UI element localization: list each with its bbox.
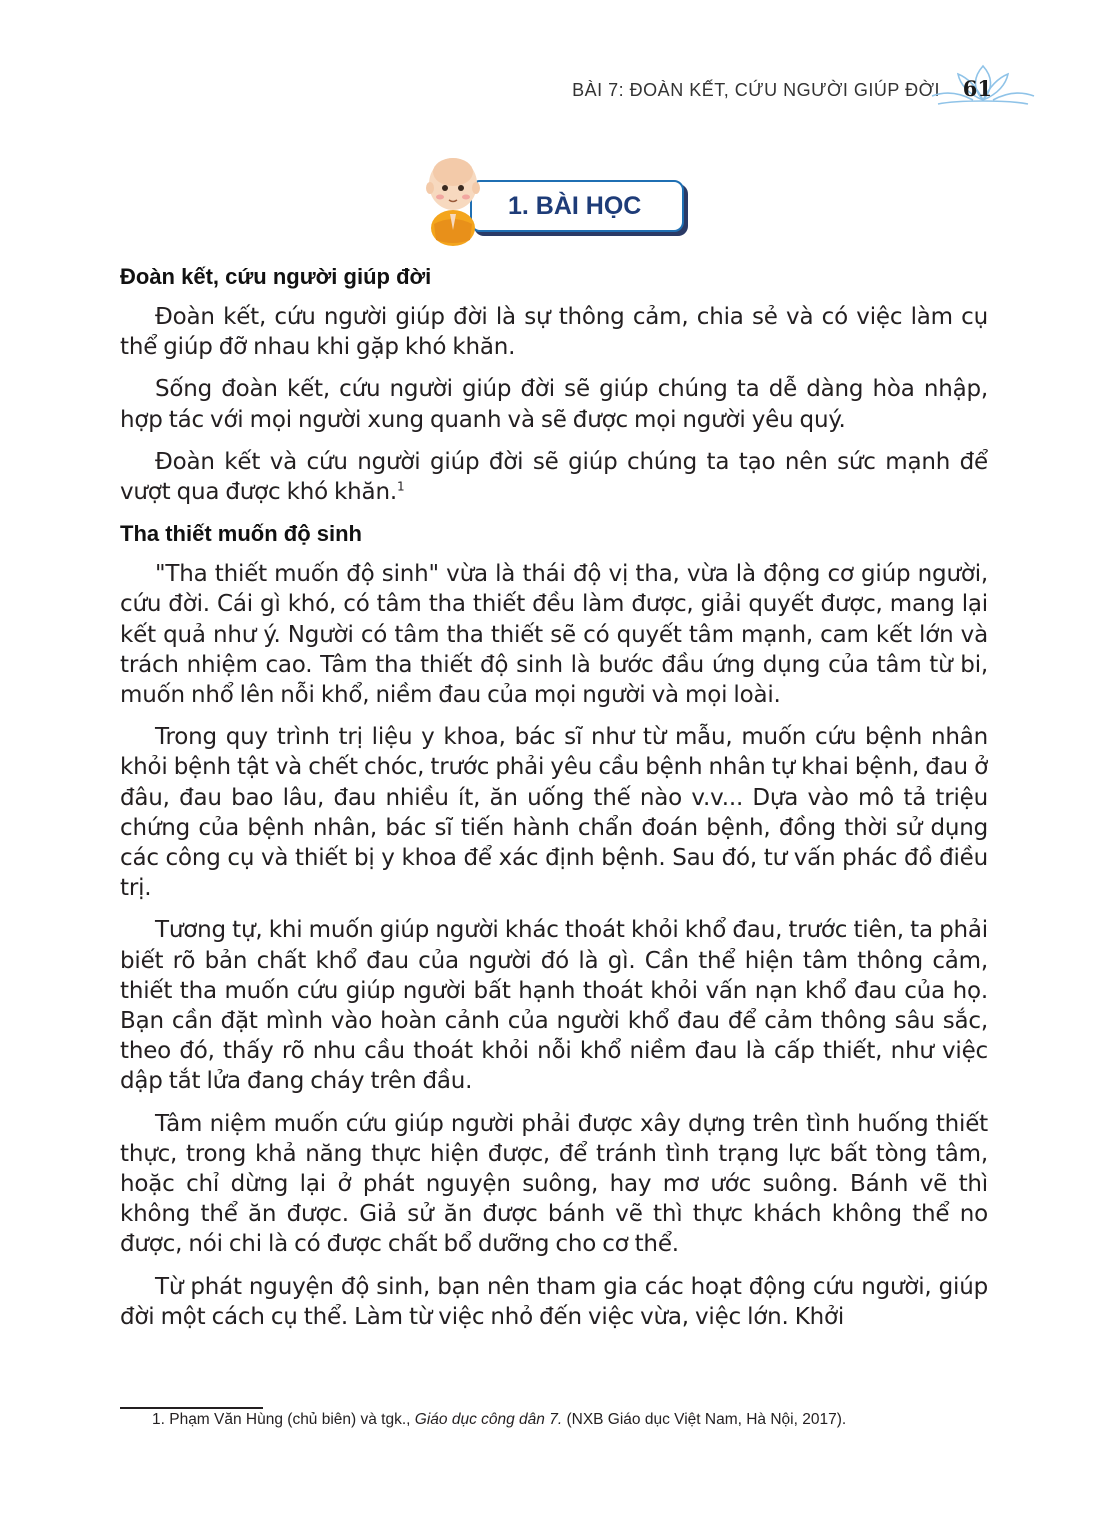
paragraph: Trong quy trình trị liệu y khoa, bác sĩ như từ mẫu, muốn cứu bệnh nhân khỏi bệnh tật và chết chóc, trước phải yêu cầu bệnh nhân tự khai bệnh, đau ở đâu, đau bao lâu, đau nhiều ít, ăn uống thế nào v.v... Dựa vào mô tả triệu chứng của bệnh nhân, bác sĩ tiến hành chẩn đoán bệnh, đồng thời sử dụng các công cụ và thiết bị y khoa để xác định bệnh. Sau đó, tư vấn phác đồ điều trị. [120, 724, 988, 902]
section-badge [420, 150, 685, 250]
section-badge-box [470, 180, 684, 232]
paragraph: Đoàn kết, cứu người giúp đời là sự thông cảm, chia sẻ và có việc làm cụ thể giúp đỡ nhau khi gặp khó khăn. [120, 304, 988, 361]
section-label: 1. BÀI HỌC [508, 192, 642, 220]
lesson-body [120, 262, 988, 1344]
paragraph: Tương tự, khi muốn giúp người khác thoát khỏi khổ đau, trước tiên, ta phải biết rõ bản chất khổ đau của người đó là gì. Cần thể hiện tâm thông cảm, thiết tha muốn cứu giúp người bất hạnh thoát khỏi vấn nạn khổ đau của họ. Bạn cần đặt mình vào hoàn cảnh của người khổ đau để cảm thông sâu sắc, theo đó, thấy rõ nhu cầu thoát khỏi nỗi khổ niềm đau là cấp thiết, như việc dập tắt lửa đang cháy trên đầu. [120, 917, 988, 1095]
paragraph: Tâm niệm muốn cứu giúp người phải được xây dựng trên tình huống thiết thực, trong khả năng thực hiện được, để tránh tình trạng lực bất tòng tâm, hoặc chỉ dừng lại ở phát nguyện suông, hay mơ ước suông. Bánh vẽ thì không thể ăn được. Giả sử ăn được bánh vẽ thì thực khách không thể no được, nói chi là có được chất bổ dưỡng cho cơ thể. [120, 1110, 988, 1258]
footnote-prefix: 1. Phạm Văn Hùng (chủ biên) và tgk., [152, 1411, 411, 1428]
footnote-divider [120, 1407, 263, 1409]
page-number: 61 [962, 76, 992, 101]
paragraph [120, 447, 988, 507]
monk-child-icon [420, 150, 486, 250]
footnote-publisher: (NXB Giáo dục Việt Nam, Hà Nội, 2017). [566, 1411, 847, 1428]
footnote [152, 1411, 1002, 1429]
footnote-book-title: Giáo dục công dân 7. [414, 1411, 563, 1428]
paragraph: "Tha thiết muốn độ sinh" vừa là thái độ vị tha, vừa là động cơ giúp người, cứu đời. Cái gì khó, có tâm tha thiết đều làm được, giải quyết được, mang lại kết quả như ý. Người có tâm tha thiết sẽ có quyết tâm mạnh, cam kết lớn và trách nhiệm cao. Tâm tha thiết độ sinh là bước đầu ứng dụng của tâm từ bi, muốn nhổ lên nỗi khổ, niềm đau của mọi người và mọi loài. [120, 561, 988, 709]
paragraph: Từ phát nguyện độ sinh, bạn nên tham gia các hoạt động cứu người, giúp đời một cách cụ thể. Làm từ việc nhỏ đến việc vừa, việc lớn. Khởi [120, 1273, 988, 1330]
running-header [438, 78, 1038, 118]
paragraph: Sống đoàn kết, cứu người giúp đời sẽ giúp chúng ta dễ dàng hòa nhập, hợp tác với mọi người xung quanh và sẽ được mọi người yêu quý. [120, 376, 988, 433]
chapter-title: BÀI 7: ĐOÀN KẾT, CỨU NGƯỜI GIÚP ĐỜI [572, 80, 940, 100]
footnote-reference: 1 [396, 479, 405, 494]
subsection-heading: Đoàn kết, cứu người giúp đời [120, 264, 432, 289]
subsection-heading: Tha thiết muốn độ sinh [120, 521, 362, 547]
paragraph-text: Đoàn kết và cứu người giúp đời sẽ giúp chúng ta tạo nên sức mạnh để vượt qua được khó khăn. [120, 448, 988, 506]
